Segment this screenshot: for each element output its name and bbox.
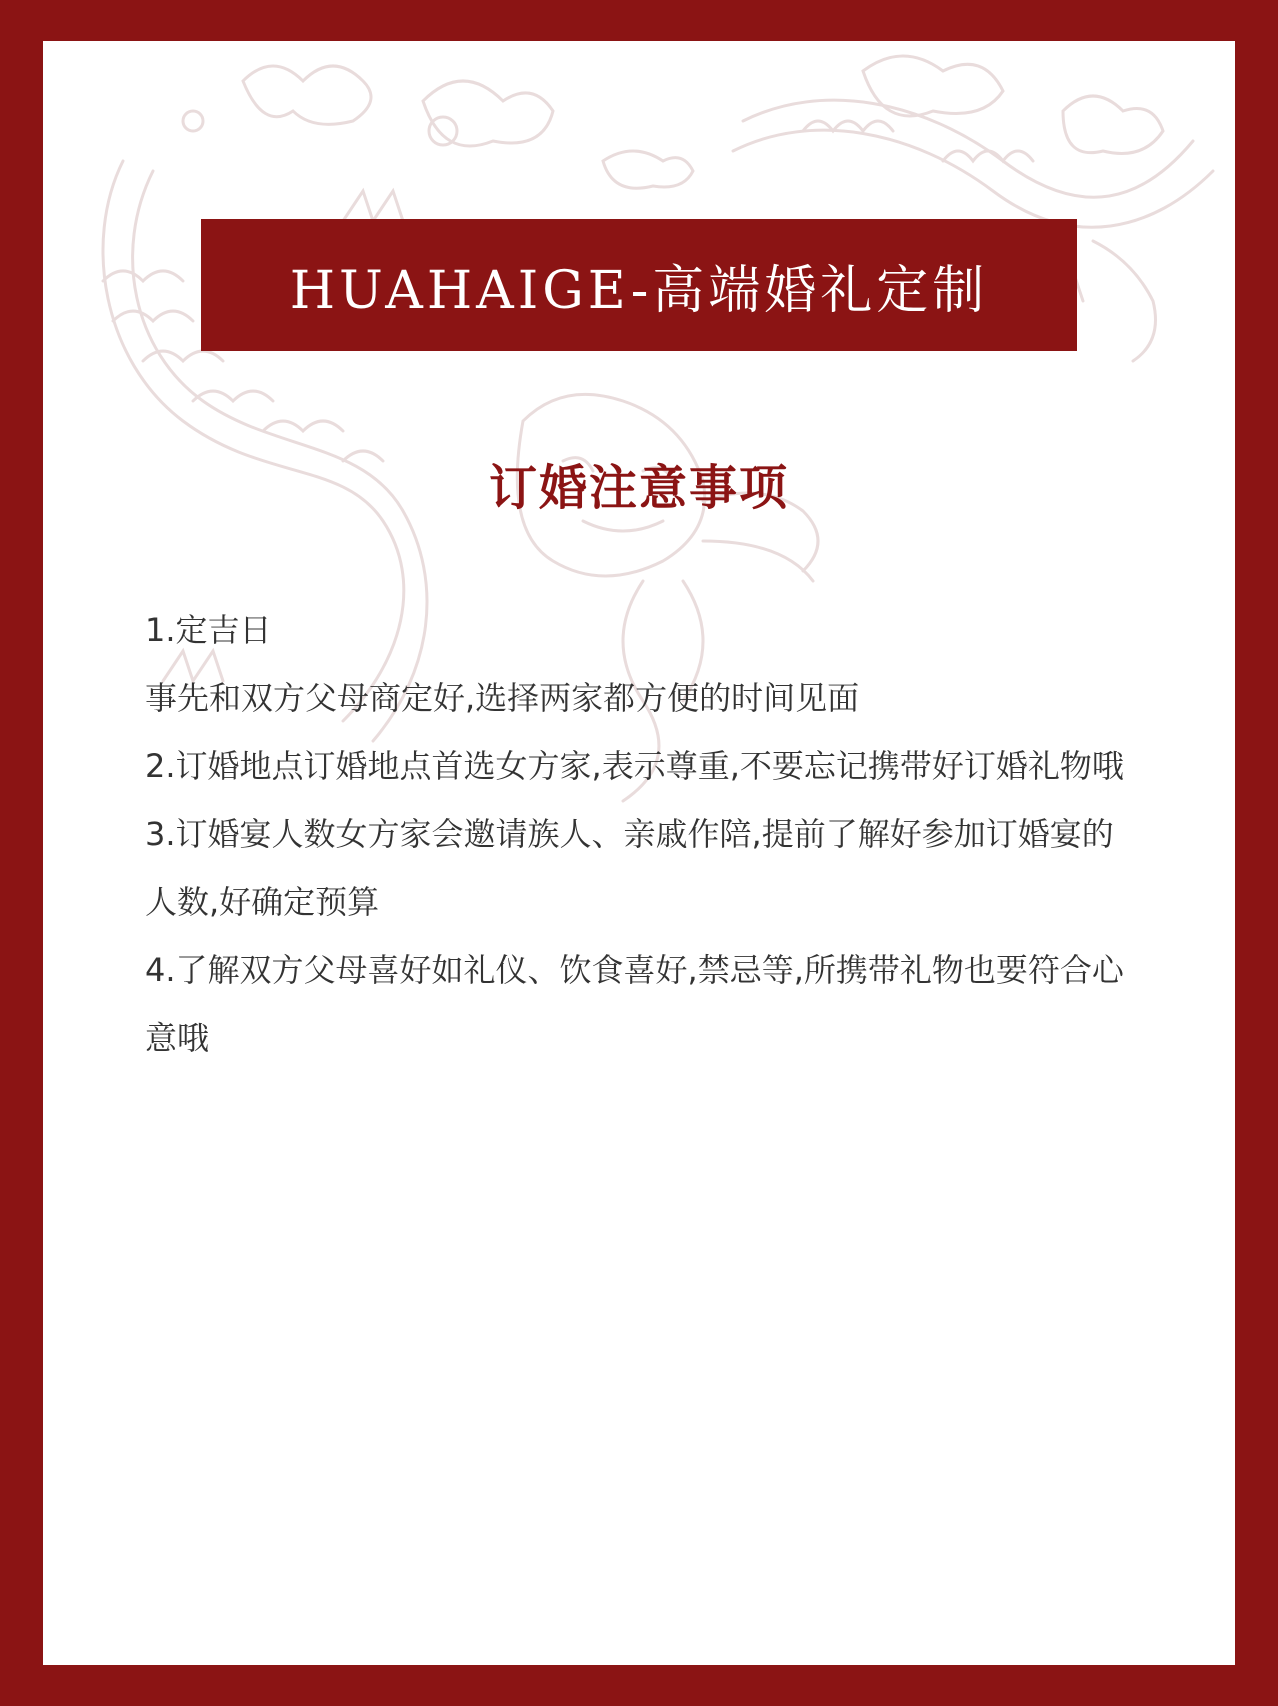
section-heading: 订婚注意事项 — [488, 460, 789, 516]
title-banner — [201, 219, 1077, 351]
note-line: 事先和双方父母商定好,选择两家都方便的时间见面 — [145, 679, 860, 717]
notes-list — [145, 596, 1145, 1072]
page-title: HUAHAIGE-高端婚礼定制 — [289, 260, 989, 321]
content-card — [43, 41, 1235, 1665]
note-line: 1.定吉日 — [145, 611, 272, 649]
note-line: 3.订婚宴人数女方家会邀请族人、亲戚作陪,提前了解好参加订婚宴的人数,好确定预算 — [145, 815, 1114, 921]
note-line: 2.订婚地点订婚地点首选女方家,表示尊重,不要忘记携带好订婚礼物哦 — [145, 747, 1124, 785]
note-line: 4.了解双方父母喜好如礼仪、饮食喜好,禁忌等,所携带礼物也要符合心意哦 — [145, 951, 1124, 1057]
